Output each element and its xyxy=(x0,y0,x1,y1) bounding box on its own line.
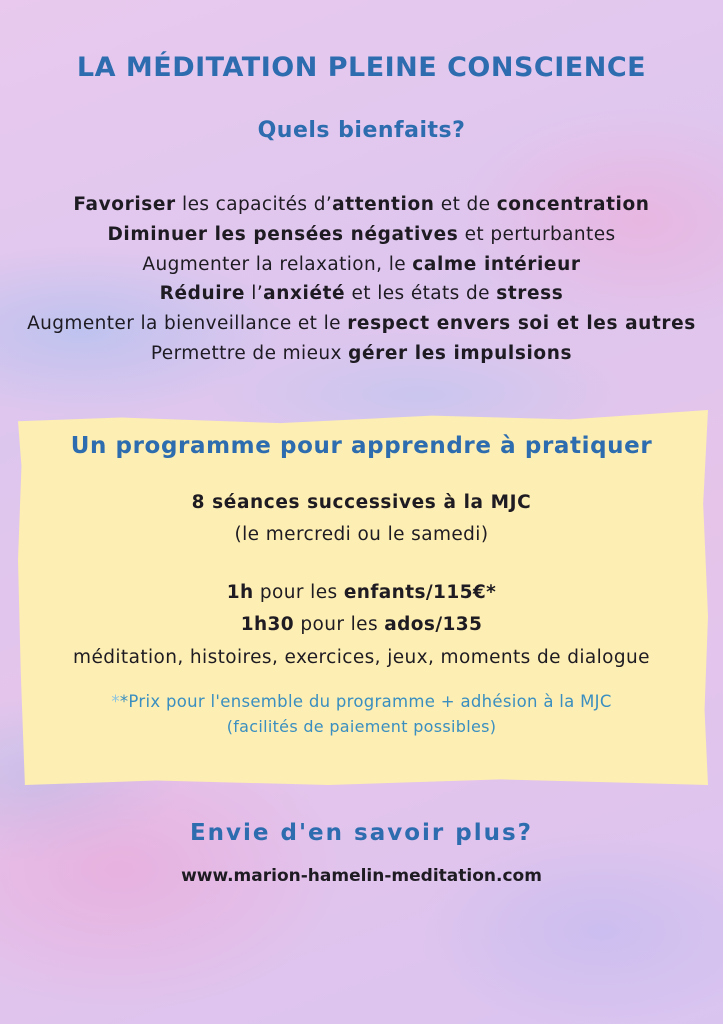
benefit-impulses xyxy=(0,339,723,369)
benefits-list xyxy=(0,190,723,369)
text-segment: Favoriser xyxy=(73,194,176,215)
website-link[interactable]: www.marion-hamelin-meditation.com xyxy=(181,866,542,886)
benefit-attention xyxy=(0,190,723,220)
text-segment: stress xyxy=(496,283,564,305)
program-sessions: 8 séances successives à la MJC xyxy=(191,492,532,513)
benefit-negative-thoughts xyxy=(0,220,723,250)
program-title: Un programme pour apprendre à pratiquer xyxy=(70,433,653,459)
benefit-anxiety xyxy=(0,279,723,309)
text-segment: l’ xyxy=(245,283,264,305)
text-segment: les capacités d’ xyxy=(175,194,333,215)
benefit-relaxation xyxy=(0,250,723,280)
program-kids-price xyxy=(0,582,723,603)
text-segment: et les états de xyxy=(345,283,497,305)
price-note-text: *Prix pour l'ensemble du programme + adhésion à la MJC xyxy=(119,692,612,711)
payment-note: (facilités de paiement possibles) xyxy=(226,717,497,736)
program-teens-price xyxy=(0,614,723,635)
text-segment: Diminuer les pensées négatives xyxy=(107,223,459,245)
text-segment: ados/135 xyxy=(384,614,483,635)
text-segment: pour les xyxy=(253,582,344,603)
benefit-kindness xyxy=(0,309,723,339)
text-segment: attention xyxy=(332,194,435,215)
text-segment: enfants/115€* xyxy=(343,582,497,603)
text-segment: Réduire xyxy=(159,283,246,305)
price-note xyxy=(0,692,723,711)
text-segment: anxiété xyxy=(263,283,346,305)
more-info-heading: Envie d'en savoir plus? xyxy=(189,820,534,846)
text-segment: Augmenter la bienveillance et le xyxy=(27,313,348,335)
text-segment: concentration xyxy=(496,194,650,215)
text-segment: 1h xyxy=(226,582,254,603)
text-segment: et de xyxy=(434,194,497,215)
program-days: (le mercredi ou le samedi) xyxy=(234,524,489,545)
page-title: LA MÉDITATION PLEINE CONSCIENCE xyxy=(76,52,647,83)
text-segment: gérer les impulsions xyxy=(348,342,573,364)
price-note-star: * xyxy=(111,692,120,711)
text-segment: respect envers soi et les autres xyxy=(347,313,696,335)
program-activities: méditation, histoires, exercices, jeux, moments de dialogue xyxy=(73,647,650,668)
text-segment: pour les xyxy=(294,614,385,635)
page-subtitle: Quels bienfaits? xyxy=(257,118,466,143)
text-segment: calme intérieur xyxy=(412,253,581,275)
text-segment: Augmenter la relaxation, le xyxy=(142,253,413,275)
text-segment: Permettre de mieux xyxy=(150,342,349,364)
text-segment: et perturbantes xyxy=(458,223,616,245)
text-segment: 1h30 xyxy=(240,614,295,635)
